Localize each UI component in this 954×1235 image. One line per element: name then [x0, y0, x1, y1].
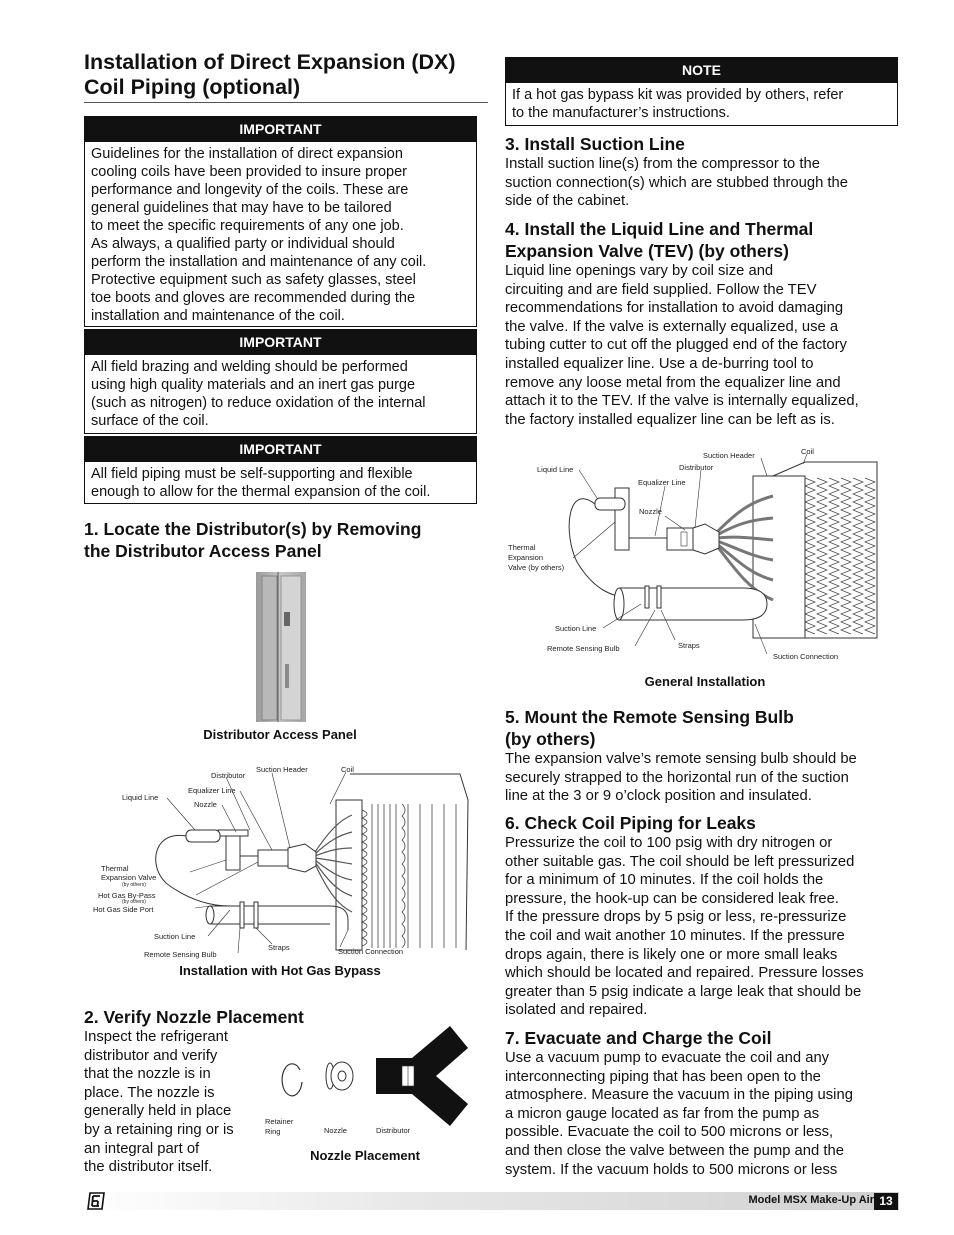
label-distributor: Distributor [679, 463, 714, 472]
label-by-others: (by others) [122, 882, 146, 888]
step5-text: The expansion valve’s remote sensing bulb should be securely strapped to the horizontal run of the suction line at the 3 or 9 o’clock position and insulated. [505, 751, 857, 805]
step2-heading: 2. Verify Nozzle Placement [84, 1007, 304, 1027]
label-nozzle: Nozzle [194, 800, 217, 809]
label-hot-gas-bypass: Hot Gas By-Pass [98, 891, 156, 900]
important-heading: IMPORTANT [85, 330, 476, 355]
note-box [505, 57, 898, 126]
label-coil: Coil [801, 447, 814, 456]
label-retainer: Retainer [265, 1117, 294, 1126]
step7-text: Use a vacuum pump to evacuate the coil and any interconnecting piping that has been open to the atmosphere. Measure the vacuum in the piping using a micron gauge located as far from the pump as possible. Evacuate the coil to 500 microns or less, and then close the valve between the pump and the system. If the vacuum holds to 500 microns or less [505, 1050, 853, 1178]
label-hot-gas-side-port: Hot Gas Side Port [93, 905, 154, 914]
general-installation-diagram [505, 442, 898, 667]
step5-heading: 5. Mount the Remote Sensing Bulb (by others) [505, 707, 794, 749]
step3-text: Install suction line(s) from the compressor to the suction connection(s) which are stubbed through the side of the cabinet. [505, 156, 849, 210]
label-distributor: Distributor [211, 771, 246, 780]
label-suction-line: Suction Line [154, 932, 196, 941]
important-box-brazing [84, 329, 477, 434]
label-valve-by-others: Valve (by others) [508, 563, 565, 572]
page-number: 13 [874, 1193, 898, 1210]
important-heading: IMPORTANT [85, 117, 476, 142]
general-installation-caption: General Installation [644, 674, 766, 689]
label-suction-header: Suction Header [256, 765, 308, 774]
label-nozzle: Nozzle [324, 1126, 347, 1135]
important-body: Guidelines for the installation of direct expansion cooling coils have been provided to insure proper performance and longevity of the coils. These are general guidelines that may have to be tailored to meet the specific requirements of any one job. As always, a qualified party or individual should perform the installation and maintenance of any coil. Protective equipment such as safety glasses, steel toe boots and gloves are recommended during the installation and maintenance of the coil. [91, 146, 427, 324]
note-heading: NOTE [506, 58, 897, 83]
important-box-piping [84, 436, 477, 504]
label-coil: Coil [341, 765, 354, 774]
step7-heading: 7. Evacuate and Charge the Coil [505, 1028, 772, 1048]
label-suction-header: Suction Header [703, 451, 755, 460]
label-thermal: Thermal [508, 543, 536, 552]
label-equalizer-line: Equalizer Line [638, 478, 686, 487]
step6-heading: 6. Check Coil Piping for Leaks [505, 813, 756, 833]
label-thermal: Thermal [101, 864, 129, 873]
label-liquid-line: Liquid Line [122, 793, 159, 802]
important-body: All field piping must be self-supporting and flexible enough to allow for the thermal expansion of the coil. [91, 466, 431, 500]
label-expansion: Expansion [508, 553, 544, 562]
label-suction-line: Suction Line [555, 624, 597, 633]
hot-gas-bypass-diagram [90, 760, 470, 960]
nozzle-placement-diagram [262, 1022, 472, 1142]
step6-text: Pressurize the coil to 100 psig with dry nitrogen or other suitable gas. The coil should be left pressurized for a minimum of 10 minutes. If the coil holds the pressure, the hook-up can be considered leak free. If the pressure drops by 5 psig or less, re-pressurize the coil and wait another 10 minutes. If the pressure drops again, there is likely one or more small leaks which should be located and repaired. Pressure losses greater than 5 psig indicate a large leak that should be isolated and repaired. [505, 835, 864, 1019]
nozzle-caption: Nozzle Placement [310, 1148, 420, 1163]
step2-text: Inspect the refrigerant distributor and verify that the nozzle is in place. The nozzle is generally held in place by a retaining ring or is an integral part of the distributor itself. [84, 1029, 234, 1176]
label-straps: Straps [678, 641, 700, 650]
page-title: Installation of Direct Expansion (DX) Coil Piping (optional) [84, 50, 456, 99]
label-equalizer-line: Equalizer Line [188, 786, 236, 795]
label-distributor: Distributor [376, 1126, 411, 1135]
note-body: If a hot gas bypass kit was provided by others, refer to the manufacturer’s instructions. [512, 87, 844, 121]
title-divider [84, 102, 488, 103]
label-suction-connection: Suction Connection [773, 652, 839, 661]
important-heading: IMPORTANT [85, 437, 476, 462]
footer-model: Model MSX Make-Up Air [748, 1194, 874, 1206]
step1-heading: 1. Locate the Distributor(s) by Removing the Distributor Access Panel [84, 519, 422, 561]
label-by-others: (by others) [122, 899, 146, 905]
important-body: All field brazing and welding should be performed using high quality materials and an inert gas purge (such as nitrogen) to reduce oxidation of the internal surface of the coil. [91, 359, 426, 429]
distributor-access-panel-photo [256, 572, 306, 722]
step3-heading: 3. Install Suction Line [505, 134, 685, 154]
brand-logo-icon [86, 1192, 106, 1210]
label-remote-sensing-bulb: Remote Sensing Bulb [144, 950, 217, 959]
label-suction-connection: Suction Connection [338, 947, 404, 956]
step4-heading: 4. Install the Liquid Line and Thermal Expansion Valve (TEV) (by others) [505, 219, 814, 261]
step4-text: Liquid line openings vary by coil size and circuiting and are field supplied. Follow the TEV recommendations for installation to avoid damaging the valve. If the valve is externally equalized, use a tubing cutter to cut off the plugged end of the factory installed equalizer line. Use a de-burring tool to remove any loose metal from the equalizer line and attach it to the TEV. If the valve is internally equalized, the factory installed equalizer line can be left as is. [505, 263, 859, 428]
photo-caption: Distributor Access Panel [203, 727, 357, 742]
important-box-guidelines [84, 116, 477, 327]
label-straps: Straps [268, 943, 290, 952]
label-expansion-valve: Expansion Valve [101, 873, 157, 882]
label-liquid-line: Liquid Line [537, 465, 574, 474]
label-remote-sensing-bulb: Remote Sensing Bulb [547, 644, 620, 653]
label-ring: Ring [265, 1127, 281, 1136]
label-nozzle: Nozzle [639, 507, 662, 516]
hot-gas-diagram-caption: Installation with Hot Gas Bypass [179, 963, 381, 978]
